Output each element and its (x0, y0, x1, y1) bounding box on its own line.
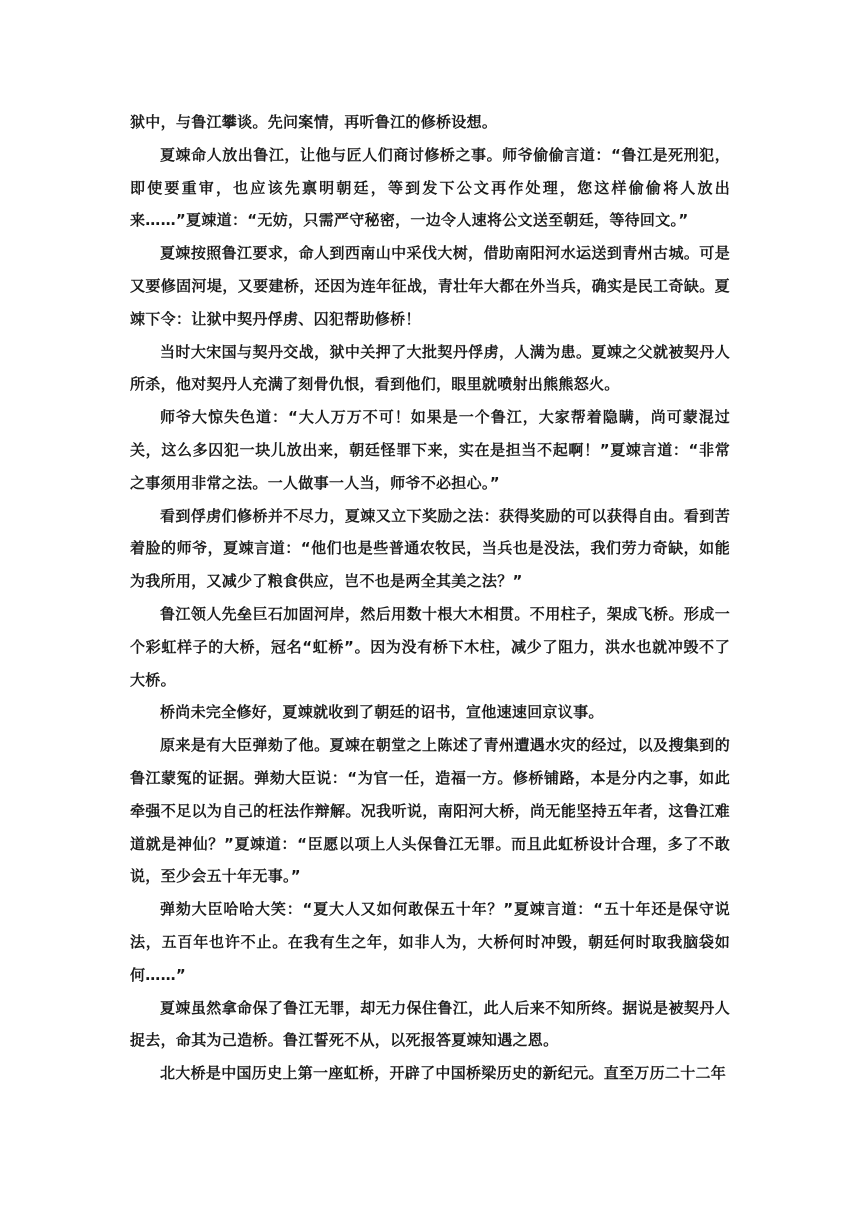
paragraph: 夏竦按照鲁江要求，命人到西南山中采伐大树，借助南阳河水运送到青州古城。可是又要修固河堤，又要建桥，还因为连年征战，青壮年大都在外当兵，确实是民工奇缺。夏竦下令：让狱中契丹俘虏、囚犯帮助修桥！ (130, 244, 730, 328)
paragraph: 夏竦命人放出鲁江，让他与匠人们商讨修桥之事。师爷偷偷言道：“鲁江是死刑犯，即使要重审，也应该先禀明朝廷，等到发下公文再作处理，您这样偷偷将人放出来……”夏竦道：“无妨，只需严守秘密，一边令人速将公文送至朝廷，等待回文。” (130, 145, 730, 230)
paragraph: 当时大宋国与契丹交战，狱中关押了大批契丹俘虏，人满为患。夏竦之父就被契丹人所杀，他对契丹人充满了刻骨仇恨，看到他们，眼里就喷射出熊熊怒火。 (130, 342, 730, 394)
paragraph: 弹劾大臣哈哈大笑：“夏大人又如何敢保五十年？”夏竦言道：“五十年还是保守说法，五百年也许不止。在我有生之年，如非人为，大桥何时冲毁，朝廷何时取我脑袋如何……” (130, 900, 730, 984)
paragraph: 北大桥是中国历史上第一座虹桥，开辟了中国桥梁历史的新纪元。直至万历二十二年 (160, 1064, 727, 1083)
paragraph: 鲁江领人先垒巨石加固河岸，然后用数十根大木相贯。不用柱子，架成飞桥。形成一个彩虹样子的大桥，冠名“虹桥”。因为没有桥下木柱，减少了阻力，洪水也就冲毁不了大桥。 (130, 604, 730, 689)
paragraph: 桥尚未完全修好，夏竦就收到了朝廷的诏书，宣他速速回京议事。 (160, 703, 604, 722)
paragraph: 师爷大惊失色道：“大人万万不可！如果是一个鲁江，大家帮着隐瞒，尚可蒙混过关，这么多囚犯一块儿放出来，朝廷怪罪下来，实在是担当不起啊！”夏竦言道：“非常之事须用非常之法。一人做事一人当，师爷不必担心。” (130, 408, 730, 492)
paragraph-continued: 狱中，与鲁江攀谈。先问案情，再听鲁江的修桥设想。 (130, 113, 498, 131)
article-body (130, 106, 730, 1090)
paragraph: 夏竦虽然拿命保了鲁江无罪，却无力保住鲁江，此人后来不知所终。据说是被契丹人捉去，命其为己造桥。鲁江誓死不从，以死报答夏竦知遇之恩。 (130, 998, 730, 1050)
paragraph: 原来是有大臣弹劾了他。夏竦在朝堂之上陈述了青州遭遇水灾的经过，以及搜集到的鲁江蒙冤的证据。弹劾大臣说：“为官一任，造福一方。修桥铺路，本是分内之事，如此牵强不足以为自己的枉法作辩解。况我听说，南阳河大桥，尚无能坚持五年者，这鲁江难道就是神仙？”夏竦道：“臣愿以项上人头保鲁江无罪。而且此虹桥设计合理，多了不敢说，至少会五十年无事。” (130, 736, 730, 886)
paragraph: 看到俘虏们修桥并不尽力，夏竦又立下奖励之法：获得奖励的可以获得自由。看到苦着脸的师爷，夏竦言道：“他们也是些普通农牧民，当兵也是没法，我们劳力奇缺，如能为我所用，又减少了粮食供应，岂不也是两全其美之法？” (130, 506, 730, 591)
